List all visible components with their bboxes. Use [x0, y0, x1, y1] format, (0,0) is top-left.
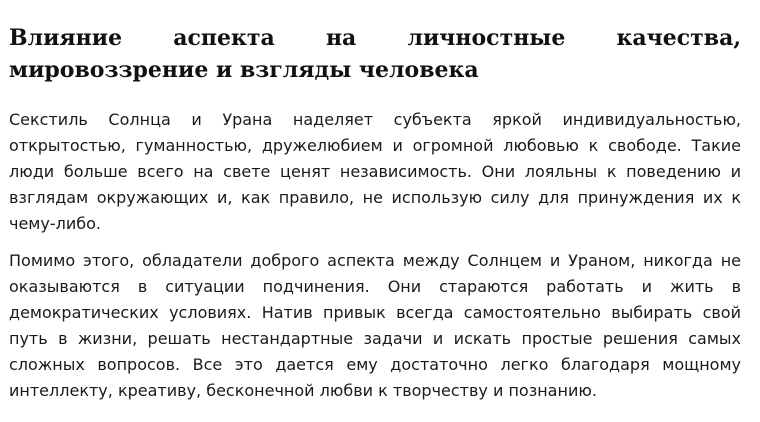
article-heading: Влияние аспекта на личностные качества, мировоззрение и взгляды человека [9, 25, 741, 83]
paragraph-1: Секстиль Солнца и Урана наделяет субъекта яркой индивидуальностью, открытостью, гуманностью, дружелюбием и огромной любовью к свободе. Такие люди больше всего на свете ценят независимость. Они лояльны к поведению и взглядам окружающих и, как правило, не использую силу для принуждения их к чему-либо. [9, 110, 741, 233]
article [9, 22, 741, 404]
paragraph-2: Помимо этого, обладатели доброго аспекта между Солнцем и Ураном, никогда не оказываются в ситуации подчинения. Они стараются работать и жить в демократических условиях. Натив привык всегда самостоятельно выбирать свой путь в жизни, решать нестандартные задачи и искать простые решения самых сложных вопросов. Все это дается ему достаточно легко благодаря мощному интеллекту, креативу, бесконечной любви к творчеству и познанию. [9, 251, 741, 400]
